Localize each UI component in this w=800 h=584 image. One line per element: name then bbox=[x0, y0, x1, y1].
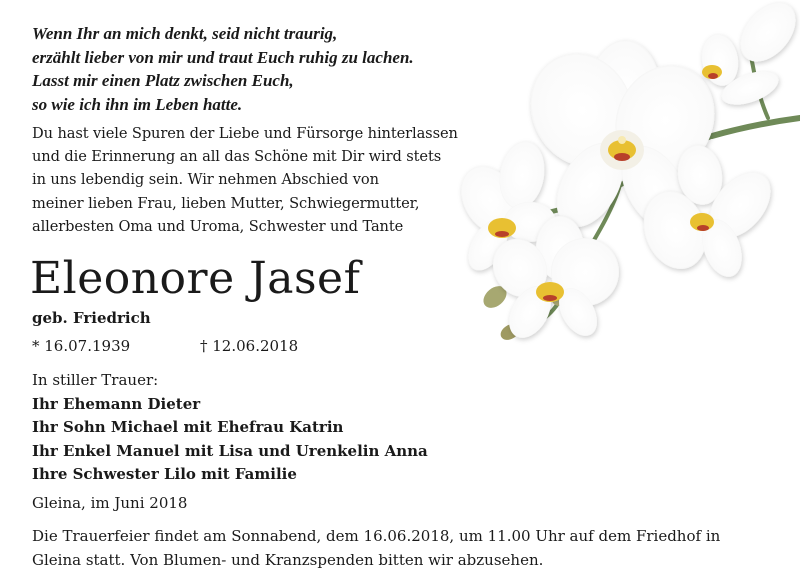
intro-line: Du hast viele Spuren der Liebe und Fürsorge hinterlassen bbox=[32, 125, 458, 142]
mourning-intro: In stiller Trauer: bbox=[32, 371, 159, 389]
orchid-flower bbox=[698, 0, 800, 111]
mourner: Ihr Enkel Manuel mit Lisa und Urenkelin Anna bbox=[32, 441, 428, 460]
mourning-block bbox=[32, 369, 552, 487]
intro-line: in uns lebendig sein. Wir nehmen Abschied von bbox=[32, 171, 379, 189]
born-name: geb. Friedrich bbox=[32, 309, 151, 327]
place-date: Gleina, im Juni 2018 bbox=[32, 494, 188, 512]
orchid-image bbox=[450, 0, 800, 360]
birth-date: * 16.07.1939 bbox=[32, 337, 131, 355]
mourner: Ihr Ehemann Dieter bbox=[32, 394, 201, 413]
deceased-name: Eleonore Jasef bbox=[30, 253, 361, 304]
mourner: Ihr Sohn Michael mit Ehefrau Katrin bbox=[32, 418, 344, 436]
ceremony-info bbox=[32, 525, 782, 572]
poem-line: so wie ich ihn im Leben hatte. bbox=[32, 94, 243, 114]
intro-line: meiner lieben Frau, lieben Mutter, Schwiegermutter, bbox=[32, 194, 420, 212]
intro-line: allerbesten Oma und Uroma, Schwester und Tante bbox=[32, 217, 404, 235]
death-date: † 12.06.2018 bbox=[200, 337, 299, 355]
ceremony-line: Gleina statt. Von Blumen- und Kranzspenden bitten wir abzusehen. bbox=[32, 550, 544, 569]
intro-text bbox=[32, 122, 502, 238]
poem-line: Wenn Ihr an mich denkt, seid nicht traurig, bbox=[32, 24, 338, 43]
poem-line: erzählt lieber von mir und traut Euch ruhig zu lachen. bbox=[32, 47, 414, 67]
mourner: Ihre Schwester Lilo mit Familie bbox=[32, 465, 297, 483]
intro-line: und die Erinnerung an all das Schöne mit Dir wird stets bbox=[32, 148, 442, 166]
poem-line: Lasst mir einen Platz zwischen Euch, bbox=[32, 71, 294, 90]
ceremony-line: Die Trauerfeier findet am Sonnabend, dem 16.06.2018, um 11.00 Uhr auf dem Friedhof in bbox=[32, 527, 721, 545]
